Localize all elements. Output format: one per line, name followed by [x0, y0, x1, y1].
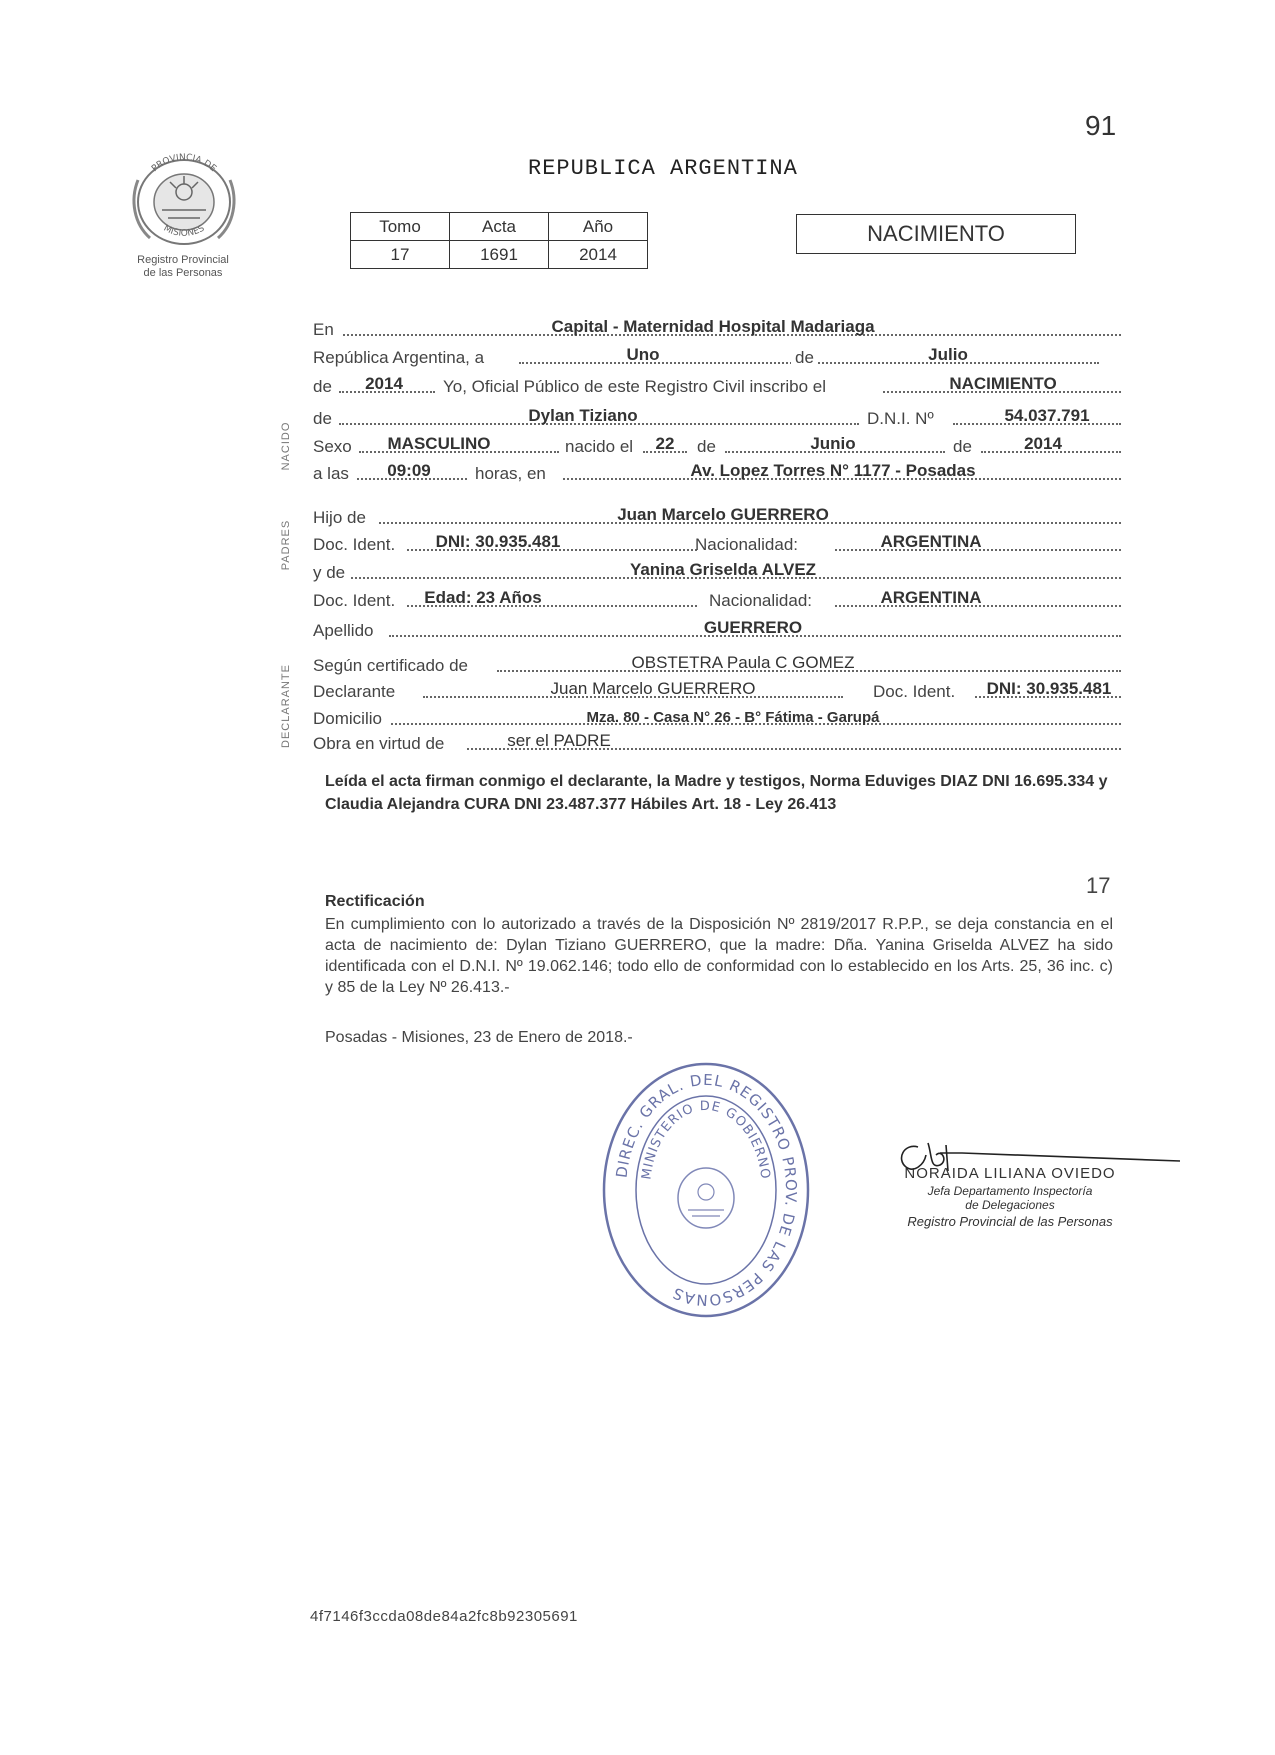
label-doc-ident-declarant: Doc. Ident.	[873, 682, 956, 701]
rectification-number: 17	[1086, 873, 1111, 898]
acta-value: 1691	[450, 241, 549, 269]
crest-text-bottom: MISIONES	[161, 223, 207, 239]
form-line-place	[313, 316, 1121, 342]
value-month: Julio	[928, 345, 968, 364]
label-nacido-el: nacido el	[565, 437, 634, 456]
value-child-dni: 54.037.791	[1004, 406, 1090, 425]
signer-name: NORAIDA LILIANA OVIEDO	[904, 1165, 1116, 1182]
label-doc-ident-mother: Doc. Ident.	[313, 591, 396, 610]
acta-header: Acta	[450, 213, 549, 241]
label-domicilio: Domicilio	[313, 709, 382, 728]
value-year: 2014	[365, 374, 403, 393]
value-day: Uno	[626, 345, 660, 364]
label-obra: Obra en virtud de	[313, 734, 445, 753]
value-child-name: Dylan Tiziano	[528, 406, 638, 425]
value-address: Mza. 80 - Casa N° 26 - B° Fátima - Garupá	[586, 709, 880, 726]
document-hash: 4f7146f3ccda08de84a2fc8b92305691	[310, 1608, 578, 1625]
registry-caption-line-1: Registro Provincial	[137, 254, 229, 266]
form-line-father-doc	[313, 531, 1121, 557]
value-birth-day: 22	[655, 434, 675, 453]
value-father-name: Juan Marcelo GUERRERO	[617, 505, 829, 524]
label-nacionalidad-mother: Nacionalidad:	[709, 591, 813, 610]
value-declarant-name: Juan Marcelo GUERRERO	[550, 679, 756, 698]
label-dni: D.N.I. Nº	[867, 409, 934, 428]
value-mother-doc: Edad: 23 Años	[424, 588, 542, 607]
provincial-crest-icon	[124, 140, 244, 250]
form-line-father	[313, 504, 1121, 530]
form-line-year	[313, 373, 1121, 399]
form-line-surname	[313, 617, 1121, 643]
value-certificate-by: OBSTETRA Paula C GOMEZ	[631, 653, 855, 672]
value-place: Capital - Maternidad Hospital Madariaga	[551, 317, 875, 336]
side-label-nacido: NACIDO	[280, 421, 292, 471]
svg-text:PROVINCIA DE	[150, 153, 218, 174]
label-en: En	[313, 320, 334, 339]
label-y-de: y de	[313, 563, 346, 582]
label-apellido: Apellido	[313, 621, 374, 640]
label-de-month: de	[791, 348, 818, 368]
document-type-box: NACIMIENTO	[796, 214, 1076, 254]
book-reference-table	[350, 212, 648, 269]
rectification-body: En cumplimiento con lo autorizado a través de la Disposición Nº 2819/2017 R.P.P., se deja constancia en el acta de nacimiento de: Dylan Tiziano GUERRERO, que la madre: Dña. Yanina Griselda ALVEZ ha sido identificada con el D.N.I. Nº 19.062.146; todo ello de conformidad con lo establecido en los Arts. 25, 36 inc. c) y 85 de la Ley Nº 26.413.-	[325, 916, 1113, 996]
seal-inner-text: MINISTERIO DE GOBIERNO	[639, 1098, 773, 1181]
form-line-birth	[313, 433, 1121, 459]
form-line-mother	[313, 559, 1121, 585]
registry-caption-line-2: de las Personas	[143, 267, 223, 279]
label-nacionalidad-father: Nacionalidad:	[695, 535, 799, 554]
page-number: 91	[1085, 110, 1117, 141]
value-birth-time: 09:09	[387, 461, 431, 480]
anio-header: Año	[549, 213, 648, 241]
signer-title-2: de Delegaciones	[965, 1198, 1055, 1212]
label-sexo: Sexo	[313, 437, 352, 456]
value-birth-month: Junio	[810, 434, 856, 453]
signer-block	[880, 1165, 1140, 1229]
value-mother-nationality: ARGENTINA	[880, 588, 982, 607]
form-line-child	[313, 405, 1121, 431]
country-title: REPUBLICA ARGENTINA	[528, 156, 798, 181]
label-de-year: de	[313, 377, 332, 396]
anio-value: 2014	[549, 241, 648, 269]
value-declarant-doc: DNI: 30.935.481	[986, 679, 1112, 698]
rectification-place-date: Posadas - Misiones, 23 de Enero de 2018.-	[325, 1029, 633, 1046]
tomo-header: Tomo	[351, 213, 450, 241]
label-de-anio: de	[953, 437, 972, 456]
tomo-value: 17	[351, 241, 450, 269]
form-line-address	[313, 705, 1121, 731]
label-a-las: a las	[313, 464, 349, 483]
seal-outer-text: DIREC. GRAL. DEL REGISTRO PROV. DE LAS PERSONAS	[612, 1070, 801, 1310]
label-hijo-de: Hijo de	[313, 508, 366, 527]
label-de-name: de	[313, 409, 332, 428]
value-act-type: NACIMIENTO	[949, 374, 1057, 393]
registry-caption	[118, 254, 248, 280]
label-horas-en: horas, en	[475, 464, 546, 483]
rectification-title: Rectificación	[325, 893, 425, 910]
value-by-virtue-of: ser el PADRE	[507, 731, 611, 750]
form-line-certificate	[313, 652, 1121, 678]
label-declarante: Declarante	[313, 682, 396, 701]
side-label-padres: PADRES	[280, 519, 292, 571]
form-line-time	[313, 460, 1121, 486]
official-seal-icon	[596, 1060, 816, 1320]
signer-title-3: Registro Provincial de las Personas	[907, 1214, 1113, 1229]
value-mother-name: Yanina Griselda ALVEZ	[629, 560, 817, 579]
form-line-declarant	[313, 678, 1121, 704]
form-line-mother-doc	[313, 587, 1121, 613]
value-sex: MASCULINO	[387, 434, 491, 453]
side-label-declarante: DECLARANTE	[280, 664, 292, 748]
label-de-dia: de	[697, 437, 716, 456]
value-surname: GUERRERO	[703, 618, 803, 637]
form-line-by-virtue	[313, 730, 1121, 756]
signer-title-1: Jefa Departamento Inspectoría	[927, 1184, 1093, 1198]
value-birth-place: Av. Lopez Torres N° 1177 - Posadas	[690, 461, 976, 480]
label-republica: República Argentina, a	[313, 348, 485, 367]
label-yo-oficial: Yo, Oficial Público de este Registro Civil inscribo el	[443, 377, 826, 396]
closing-statement: Leída el acta firman conmigo el declarante, la Madre y testigos, Norma Eduviges DIAZ DNI 16.695.334 y Claudia Alejandra CURA DNI 23.487.377 Hábiles Art. 18 - Ley 26.413	[325, 773, 1108, 813]
value-father-nationality: ARGENTINA	[880, 532, 982, 551]
crest-text-top: PROVINCIA DE	[150, 152, 218, 175]
form-line-date	[313, 344, 1121, 370]
value-birth-year: 2014	[1024, 434, 1062, 453]
label-segun: Según certificado de	[313, 656, 468, 675]
value-father-doc: DNI: 30.935.481	[435, 532, 561, 551]
label-doc-ident-father: Doc. Ident.	[313, 535, 396, 554]
